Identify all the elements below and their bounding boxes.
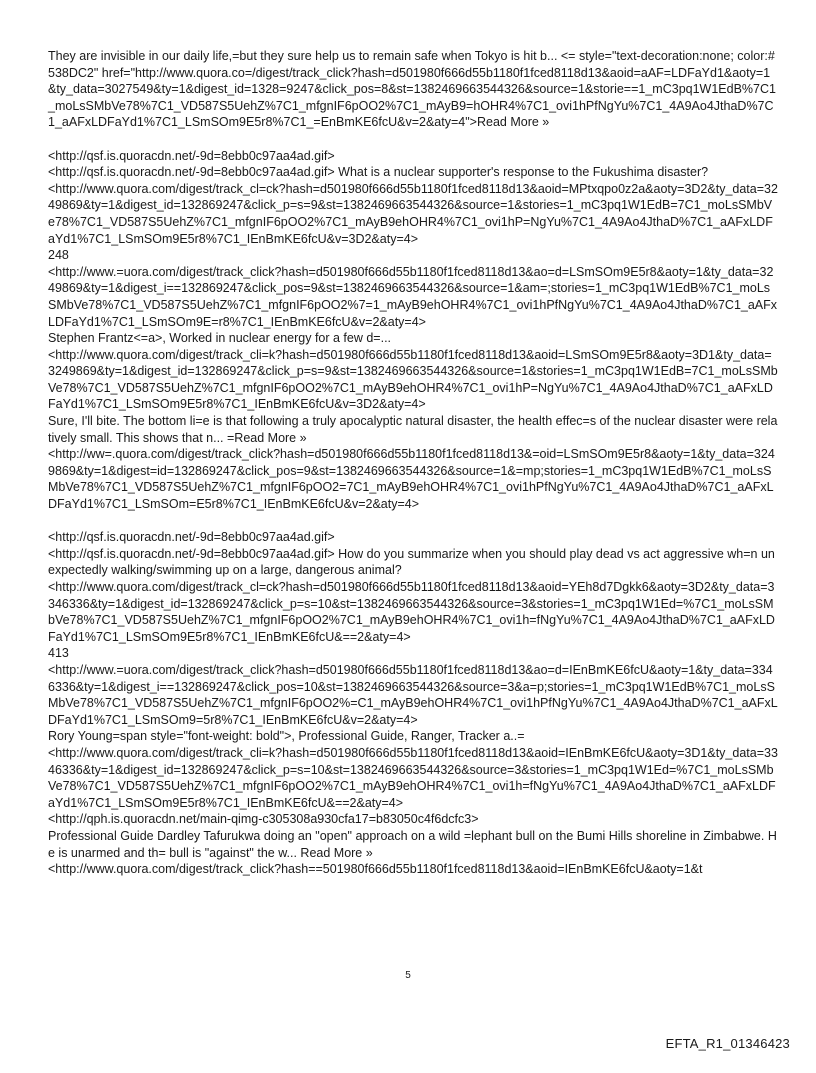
tracking-link: <http://www.quora.com/digest/track_cli=k?hash=d501980f666d55b1180f1fced8118d13&aoid=LSmSOm9E5r8&aoty=3D1&ty_data=3249869&ty=1&digest_id=132869247&click_p=s=9&st=1382469663544326&source=1&stories=1_mC3pq1W1EdB=7C1_moLsSMbVe78%7C1_VD587S5UehZ%7C1_mfgnIF6pOO2%7C1_mAyB9ehOHR4%7C1_ovi1hP=NgYu%7C1_4A9Ao4JthaD%7C1_aAFxLDFaYd1%7C1_LSmSOm9E5r8%7C1_IEnBmKE6fcU&v=3D2&aty=4> (48, 347, 778, 412)
author-line: Stephen Frantz<=a>, Worked in nuclear energy for a few d=... (48, 331, 392, 346)
tracking-link: <http://www.quora.com/digest/track_click?hash==501980f666d55b1180f1fced8118d13&aoid=IEnBmKE6fcU&aoty=1&t (48, 862, 703, 877)
image-link: <http://qph.is.quoracdn.net/main-qimg-c305308a930cfa17=b83050c4f6dcfc3> (48, 812, 479, 827)
tracking-link: <http://www.quora.com/digest/track_cl=ck?hash=d501980f666d55b1180f1fced8118d13&aoid=MPtxqpo0z2a&aoty=3D2&ty_data=3249869&ty=1&digest_id=132869247&click_p=s=9&st=1382469663544326&source=1&stories=1_mC3pq1W1EdB=7C1_moLsSMbVe78%7C1_VD587S5UehZ%7C1_mfgnIF6pOO2%7C1_mAyB9ehOHR4%7C1_ovi1hP=NgYu%7C1_4A9Ao4JthaD%7C1_aAFxLDFaYd1%7C1_LSmSOm9E5r8%7C1_IEnBmKE6fcU&v=3D2&aty=4> (48, 181, 778, 246)
image-link: <http://qsf.is.quoracdn.net/-9d=8ebb0c97aa4ad.gif> (48, 530, 335, 545)
author-line: Rory Young=span style="font-weight: bold">, Professional Guide, Ranger, Tracker a..= (48, 729, 525, 744)
image-link: <http://qsf.is.quoracdn.net/-9d=8ebb0c97aa4ad.gif> (48, 148, 335, 163)
spacer (48, 131, 778, 148)
document-body (48, 48, 778, 878)
paragraph: They are invisible in our daily life,=but they sure help us to remain safe when Tokyo is hit b... <= style="text-decoration:none; color:#538DC2" href="http://www.quora.co=/digest/track_click?hash=d501980f666d55b1180f1fced8118d13&aoid=aAF=LDFaYd1&aoty=1&ty_data=3027549&ty=1&digest_id=1328=9247&click_pos=8&st=1382469663544326&source=1&storie==1_mC3pq1W1EdB%7C1_moLsSMbVe78%7C1_VD587S5UehZ%7C1_mfgnIF6pOO2%7C1_mAyB9=hOHR4%7C1_ovi1hPfNgYu%7C1_4A9Ao4JthaD%7C1_aAFxLDFaYd1%7C1_LSmSOm9E5r8%7C1_=EnBmKE6fcU&v=2&aty=4">Read More » (48, 49, 776, 130)
vote-count: 413 (48, 646, 69, 661)
spacer (48, 513, 778, 530)
tracking-link: <http://www.=uora.com/digest/track_click?hash=d501980f666d55b1180f1fced8118d13&ao=d=LSmSOm9E5r8&aoty=1&ty_data=3249869&ty=1&digest_i==132869247&click_pos=9&st=1382469663544326&source=1&am=;stories=1_mC3pq1W1EdB%7C1_moLsSMbVe78%7C1_VD587S5UehZ%7C1_mfgnIF6pOO2%7=1_mAyB9ehOHR4%7C1_ovi1hPfNgYu%7C1_4A9Ao4JthaD%7C1_aAFxLDFaYd1%7C1_LSmSOm9E=r8%7C1_IEnBmKE6fcU&v=2&aty=4> (48, 264, 778, 329)
tracking-link: <http://www.=uora.com/digest/track_click?hash=d501980f666d55b1180f1fced8118d13&ao=d=IEnBmKE6fcU&aoty=1&ty_data=3346336&ty=1&digest_i==132869247&click_pos=10&st=1382469663544326&source=3&a=p;stories=1_mC3pq1W1EdB%7C1_moLsSMbVe78%7C1_VD587S5UehZ%7C1_mfgnIF6pOO2%=C1_mAyB9ehOHR4%7C1_ovi1hPfNgYu%7C1_4A9Ao4JthaD%7C1_aAFxLDFaYd1%7C1_LSmSOm9=5r8%7C1_IEnBmKE6fcU&v=2&aty=4> (48, 662, 778, 727)
tracking-link: <http://ww=.quora.com/digest/track_click?hash=d501980f666d55b1180f1fced8118d13&=oid=LSmSOm9E5r8&aoty=1&ty_data=3249869&ty=1&digest=id=132869247&click_pos=9&st=1382469663544326&source=1&=mp;stories=1_mC3pq1W1EdB%7C1_moLsSMbVe78%7C1_VD587S5UehZ%7C1_mfgnIF6pOO2=7C1_mAyB9ehOHR4%7C1_ovi1hPfNgYu%7C1_4A9Ao4JthaD%7C1_aAFxLDFaYd1%7C1_LSmSOm=E5r8%7C1_IEnBmKE6fcU&v=2&aty=4> (48, 447, 775, 512)
tracking-link: <http://www.quora.com/digest/track_cli=k?hash=d501980f666d55b1180f1fced8118d13&aoid=IEnBmKE6fcU&aoty=3D1&ty_data=3346336&ty=1&digest_id=132869247&click_p=s=10&st=1382469663544326&source=3&stories=1_mC3pq1W1Ed=%7C1_moLsSMbVe78%7C1_VD587S5UehZ%7C1_mfgnIF6pOO2%7C1_mAyB9ehOHR4%7C1_ovi1h=fNgYu%7C1_4A9Ao4JthaD%7C1_aAFxLDFaYd1%7C1_LSmSOm9E5r8%7C1_IEnBmKE6fcU&==2&aty=4> (48, 745, 778, 810)
answer-excerpt: Professional Guide Dardley Tafurukwa doing an "open" approach on a wild =lephant bull on the Bumi Hills shoreline in Zimbabwe. He is unarmed and th= bull is "against" the w... Read More » (48, 828, 777, 860)
document-id: EFTA_R1_01346423 (665, 1036, 790, 1051)
question-line: <http://qsf.is.quoracdn.net/-9d=8ebb0c97aa4ad.gif> What is a nuclear supporter's response to the Fukushima disaster? (48, 165, 709, 180)
question-line: <http://qsf.is.quoracdn.net/-9d=8ebb0c97aa4ad.gif> How do you summarize when you should play dead vs act aggressive wh=n unexpectedly walking/swimming up on a large, dangerous animal? (48, 546, 775, 578)
page-number: 5 (405, 970, 411, 981)
vote-count: 248 (48, 248, 69, 263)
tracking-link: <http://www.quora.com/digest/track_cl=ck?hash=d501980f666d55b1180f1fced8118d13&aoid=YEh8d7Dgkk6&aoty=3D2&ty_data=3346336&ty=1&digest_id=132869247&click_p=s=10&st=1382469663544326&source=3&stories=1_mC3pq1W1Ed=%7C1_moLsSMbVe78%7C1_VD587S5UehZ%7C1_mfgnIF6pOO2%7C1_mAyB9ehOHR4%7C1_ovi1h=fNgYu%7C1_4A9Ao4JthaD%7C1_aAFxLDFaYd1%7C1_LSmSOm9E5r8%7C1_IEnBmKE6fcU&==2&aty=4> (48, 580, 775, 644)
answer-excerpt: Sure, I'll bite. The bottom li=e is that following a truly apocalyptic natural disaster, the health effec=s of the nuclear disaster were relatively small. This shows that n... =Read More » (48, 414, 778, 445)
